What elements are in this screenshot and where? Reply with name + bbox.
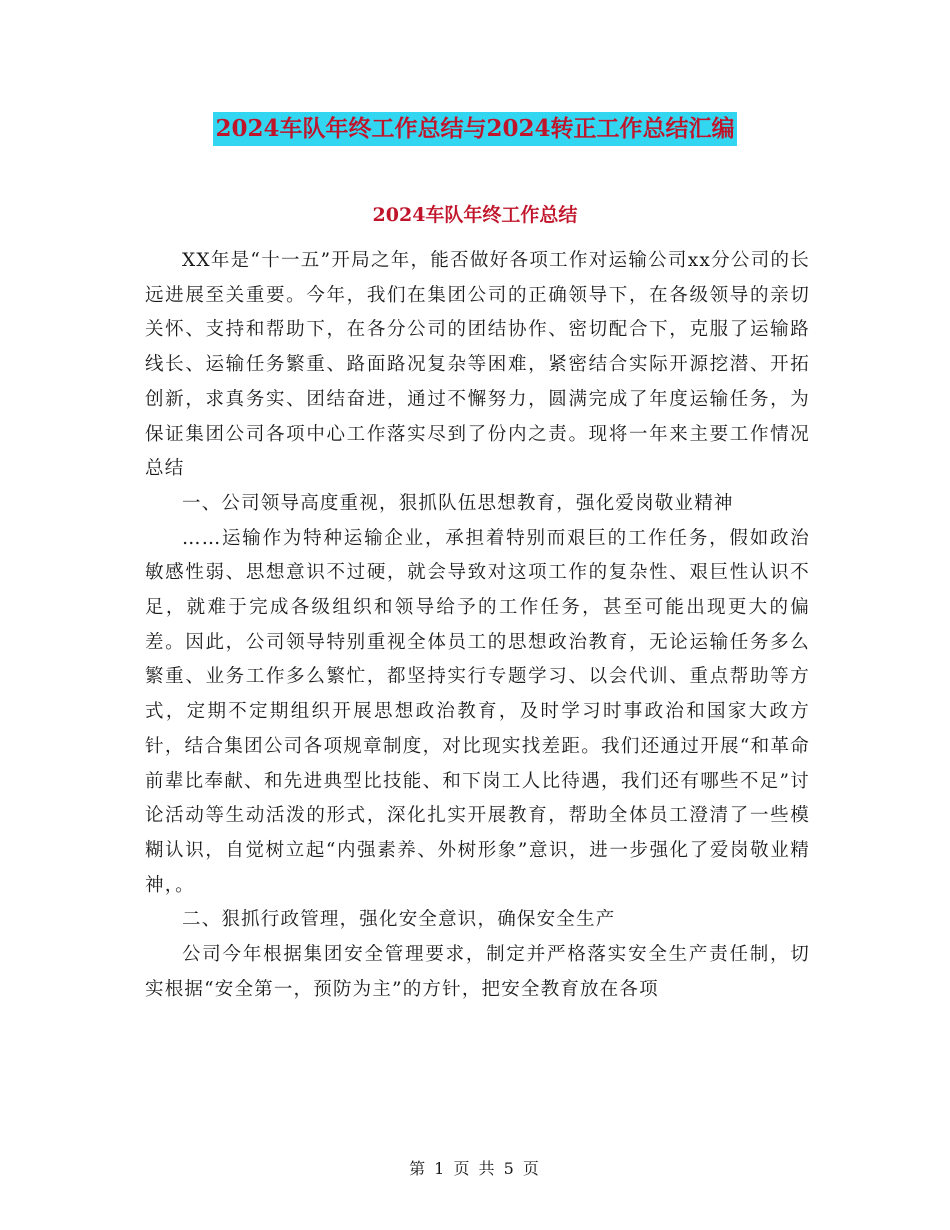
heading-section-two: 二、狠抓行政管理，强化安全意识，确保安全生产 bbox=[182, 909, 616, 931]
paragraph-section-one: ……运输作为特种运输企业，承担着特别而艰巨的工作任务，假如政治敏感性弱、思想意识不过硬，就会导致对这项工作的复杂性、艰巨性认识不足，就难于完成各级组织和领导给予的工作任务，甚至可能出现更大的偏差。因此，公司领导特别重视全体员工的思想政治教育，无论运输任务多么繁重、业务工作多么繁忙，都坚持实行专题学习、以会代训、重点帮助等方式，定期不定期组织开展思想政治教育，及时学习时事政治和国家大政方针，结合集团公司各项规章制度，对比现实找差距。我们还通过开展“和革命前辈比奉献、和先进典型比技能、和下岗工人比待遇，我们还有哪些不足”讨论活动等生动活泼的形式，深化扎实开展教育，帮助全体员工澄清了一些模糊认识，自觉树立起“内强素养、外树形象”意识，进一步强化了爱岗敬业精神，。 bbox=[145, 527, 810, 896]
heading-section-one: 一、公司领导高度重视，狠抓队伍思想教育，强化爱岗敬业精神 bbox=[182, 492, 734, 514]
document-body bbox=[145, 244, 810, 1007]
paragraph-section-two: 公司今年根据集团安全管理要求，制定并严格落实安全生产责任制，切实根据“安全第一，预防为主”的方针，把安全教育放在各项 bbox=[145, 944, 810, 1000]
document-title: 2024车队年终工作总结与2024转正工作总结汇编 bbox=[213, 112, 736, 146]
document-title-container bbox=[0, 112, 950, 146]
paragraph-intro: XX年是“十一五”开局之年，能否做好各项工作对运输公司xx分公司的长远进展至关重要。今年，我们在集团公司的正确领导下，在各级领导的亲切关怀、支持和帮助下，在各分公司的团结协作、密切配合下，克服了运输路线长、运输任务繁重、路面路况复杂等困难，紧密结合实际开源挖潜、开拓创新，求真务实、团结奋进，通过不懈努力，圆满完成了年度运输任务，为保证集团公司各项中心工作落实尽到了份内之责。现将一年来主要工作情况总结 bbox=[145, 250, 810, 480]
section-title: 2024车队年终工作总结 bbox=[372, 204, 578, 226]
page-footer: 第 1 页 共 5 页 bbox=[409, 1159, 541, 1178]
